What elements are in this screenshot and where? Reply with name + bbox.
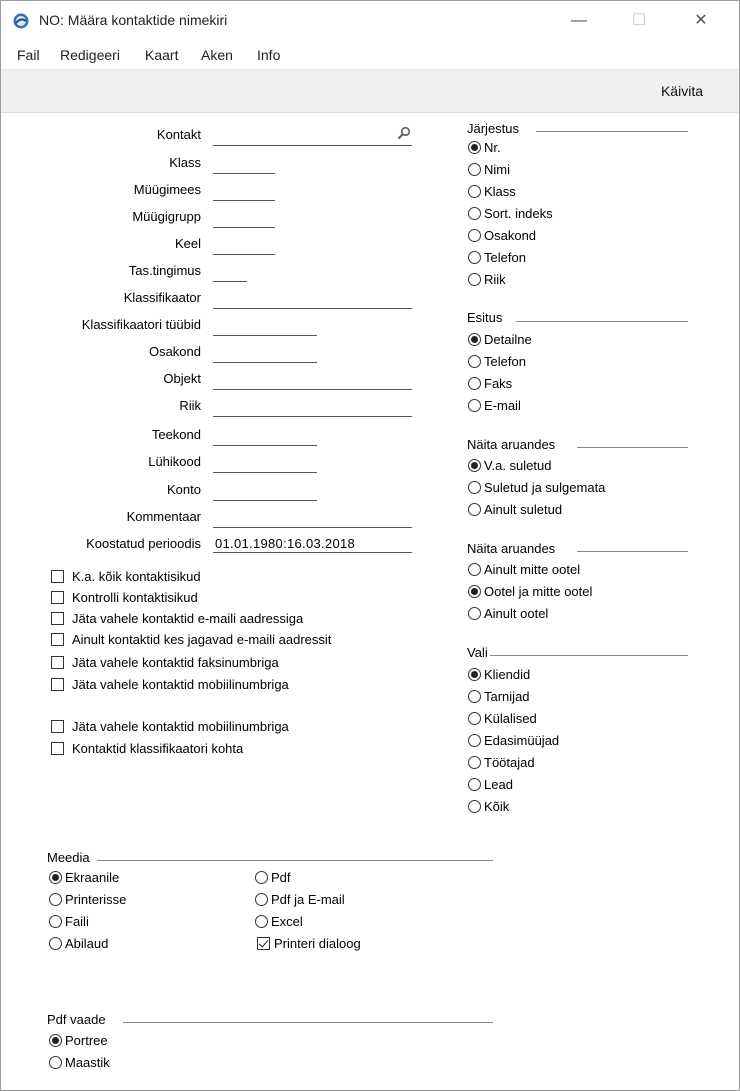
label-riik: Riik xyxy=(179,398,201,413)
radio-label: Riik xyxy=(484,272,506,287)
radio-button[interactable] xyxy=(49,915,62,928)
group-title-esitus: Esitus xyxy=(467,310,503,325)
radio-label: V.a. suletud xyxy=(484,458,552,473)
checkbox-box[interactable] xyxy=(51,656,64,669)
radio-meedia-faili[interactable] xyxy=(49,914,89,929)
checkbox-label: Jäta vahele kontaktid mobiilinumbriga xyxy=(72,677,289,692)
checkbox-ka-koik-kontaktisikud[interactable] xyxy=(51,569,201,584)
checkbox-box[interactable] xyxy=(51,612,64,625)
radio-button[interactable] xyxy=(255,915,268,928)
maximize-button[interactable]: ☐ xyxy=(631,12,647,29)
radio-label: E-mail xyxy=(484,398,521,413)
label-objekt: Objekt xyxy=(163,371,201,386)
radio-label: Kliendid xyxy=(484,667,531,682)
group-divider xyxy=(123,1022,493,1023)
checkbox-kontrolli-kontaktisikud[interactable] xyxy=(51,590,198,605)
search-icon[interactable] xyxy=(397,126,411,140)
radio-label: Ainult mitte ootel xyxy=(484,562,581,577)
radio-label: Ainult suletud xyxy=(484,502,563,517)
radio-button[interactable] xyxy=(468,377,481,390)
radio-button[interactable] xyxy=(468,163,481,176)
label-keel: Keel xyxy=(174,236,201,251)
radio-vali-kylalised[interactable] xyxy=(468,711,537,726)
label-periood: Koostatud perioodis xyxy=(86,536,201,551)
checkbox-label: Jäta vahele kontaktid faksinumbriga xyxy=(72,655,279,670)
radio-esitus-faks[interactable] xyxy=(468,376,512,391)
app-logo-icon xyxy=(13,13,29,29)
radio-label: Portree xyxy=(65,1033,108,1048)
radio-label: Külalised xyxy=(484,711,537,726)
radio-button[interactable] xyxy=(468,251,481,264)
radio-label: Faks xyxy=(484,376,513,391)
radio-meedia-excel[interactable] xyxy=(255,914,303,929)
radio-sort-riik[interactable] xyxy=(468,272,506,287)
checkbox-box[interactable] xyxy=(51,678,64,691)
checkbox-box[interactable] xyxy=(51,633,64,646)
radio-vali-tootajad[interactable] xyxy=(468,755,535,770)
radio-label: Telefon xyxy=(484,250,526,265)
label-lyhikood: Lühikood xyxy=(148,454,201,469)
klass-field[interactable] xyxy=(213,157,275,174)
klass-tyybid-field[interactable] xyxy=(213,319,317,336)
checkbox-box[interactable] xyxy=(257,937,270,950)
radio-naita-ainult-suletud[interactable] xyxy=(468,502,562,517)
osakond-field[interactable] xyxy=(213,346,317,363)
label-klass-tyybid: Klassifikaatori tüübid xyxy=(81,317,201,332)
group-title-jarjestus: Järjestus xyxy=(467,121,520,136)
label-tastingimus: Tas.tingimus xyxy=(128,263,201,278)
checkbox-label: Jäta vahele kontaktid e-maili aadressiga xyxy=(72,611,304,626)
radio-pdf-maastik[interactable] xyxy=(49,1055,110,1070)
radio-label: Ekraanile xyxy=(65,870,120,885)
keel-field[interactable] xyxy=(213,238,275,255)
checkbox-skip-mobile[interactable] xyxy=(51,677,289,692)
radio-button[interactable] xyxy=(468,399,481,412)
radio-naita-suletud-ja-sulgemata[interactable] xyxy=(468,480,605,495)
label-kommentaar: Kommentaar xyxy=(126,509,201,524)
label-myygigrupp: Müügigrupp xyxy=(132,209,201,224)
radio-label: Osakond xyxy=(484,228,537,243)
radio-button[interactable] xyxy=(468,273,481,286)
radio-sort-nimi[interactable] xyxy=(468,162,510,177)
menu-redigeeri[interactable]: Redigeeri xyxy=(60,47,120,63)
radio-button[interactable] xyxy=(49,893,62,906)
klassifikaator-field[interactable] xyxy=(213,292,412,309)
radio-vali-koik[interactable] xyxy=(468,799,509,814)
lyhikood-field[interactable] xyxy=(213,456,317,473)
radio-button[interactable] xyxy=(49,937,62,950)
checkbox-box[interactable] xyxy=(51,570,64,583)
radio-sort-klass[interactable] xyxy=(468,184,516,199)
checkbox-label: Printeri dialoog xyxy=(274,936,361,951)
checkbox-label: Kontaktid klassifikaatori kohta xyxy=(72,741,244,756)
riik-field[interactable] xyxy=(213,400,412,417)
radio-sort-telefon[interactable] xyxy=(468,250,526,265)
checkbox-shared-email[interactable] xyxy=(51,632,331,647)
radio-label: Pdf ja E-mail xyxy=(271,892,345,907)
radio-label: Printerisse xyxy=(65,892,127,907)
label-teekond: Teekond xyxy=(151,427,201,442)
radio-label: Tarnijad xyxy=(484,689,530,704)
kontakt-field[interactable] xyxy=(213,129,412,146)
checkbox-label: Kontrolli kontaktisikud xyxy=(72,590,198,605)
close-button[interactable]: ✕ xyxy=(694,12,708,29)
teekond-field[interactable] xyxy=(213,429,317,446)
radio-button[interactable] xyxy=(468,756,481,769)
radio-label: Maastik xyxy=(65,1055,110,1070)
radio-button[interactable] xyxy=(468,668,481,681)
radio-button[interactable] xyxy=(468,585,481,598)
myygigrupp-field[interactable] xyxy=(213,211,275,228)
group-divider xyxy=(577,447,688,448)
checkbox-per-classification[interactable] xyxy=(51,741,243,756)
label-myygimees: Müügimees xyxy=(133,182,201,197)
kommentaar-field[interactable] xyxy=(213,511,412,528)
group-title-naita-2: Näita aruandes xyxy=(467,541,556,556)
menu-bar xyxy=(1,43,739,67)
radio-ootel-ainult[interactable] xyxy=(468,606,548,621)
radio-button[interactable] xyxy=(468,690,481,703)
menu-info[interactable]: Info xyxy=(257,47,281,63)
radio-button[interactable] xyxy=(468,229,481,242)
radio-label: Ainult ootel xyxy=(484,606,549,621)
radio-button[interactable] xyxy=(468,207,481,220)
checkbox-label: K.a. kõik kontaktisikud xyxy=(72,569,201,584)
group-divider xyxy=(490,655,688,656)
checkbox-label: Ainult kontaktid kes jagavad e-maili aadressit xyxy=(72,632,332,647)
radio-pdf-portree[interactable] xyxy=(49,1033,108,1048)
checkbox-box[interactable] xyxy=(51,742,64,755)
radio-ootel-ainult-mitte[interactable] xyxy=(468,562,580,577)
radio-label: Nimi xyxy=(484,162,510,177)
radio-esitus-telefon[interactable] xyxy=(468,354,526,369)
checkbox-skip-email[interactable] xyxy=(51,611,303,626)
radio-sort-osakond[interactable] xyxy=(468,228,536,243)
radio-button[interactable] xyxy=(468,734,481,747)
radio-button[interactable] xyxy=(49,871,62,884)
checkbox-box[interactable] xyxy=(51,720,64,733)
radio-meedia-abilaud[interactable] xyxy=(49,936,108,951)
radio-sort-indeks[interactable] xyxy=(468,206,553,221)
radio-label: Pdf xyxy=(271,870,291,885)
radio-button[interactable] xyxy=(468,607,481,620)
minimize-button[interactable]: — xyxy=(571,12,587,29)
radio-label: Excel xyxy=(271,914,303,929)
radio-ootel-ja-mitte[interactable] xyxy=(468,584,592,599)
menu-kaart[interactable]: Kaart xyxy=(145,47,179,63)
objekt-field[interactable] xyxy=(213,373,412,390)
group-divider xyxy=(577,551,688,552)
radio-label: Abilaud xyxy=(65,936,109,951)
group-divider xyxy=(97,860,493,861)
radio-label: Telefon xyxy=(484,354,526,369)
menu-aken[interactable]: Aken xyxy=(201,47,233,63)
run-button[interactable]: Käivita xyxy=(660,83,703,99)
radio-label: Kõik xyxy=(484,799,510,814)
radio-label: Töötajad xyxy=(484,755,535,770)
radio-label: Suletud ja sulgemata xyxy=(484,480,606,495)
radio-label: Faili xyxy=(65,914,89,929)
radio-button[interactable] xyxy=(468,503,481,516)
radio-vali-kliendid[interactable] xyxy=(468,667,530,682)
radio-button[interactable] xyxy=(49,1056,62,1069)
radio-button[interactable] xyxy=(468,800,481,813)
label-kontakt: Kontakt xyxy=(156,127,201,142)
checkbox-skip-mobile-2[interactable] xyxy=(51,719,289,734)
radio-meedia-pdf[interactable] xyxy=(255,870,291,885)
myygimees-field[interactable] xyxy=(213,184,275,201)
radio-vali-edasimyyjad[interactable] xyxy=(468,733,559,748)
menu-fail[interactable]: Fail xyxy=(17,47,40,63)
radio-naita-va-suletud[interactable] xyxy=(468,458,551,473)
radio-label: Klass xyxy=(484,184,516,199)
tastingimus-field[interactable] xyxy=(213,265,247,282)
radio-button[interactable] xyxy=(468,459,481,472)
checkbox-skip-fax[interactable] xyxy=(51,655,279,670)
radio-label: Edasimüüjad xyxy=(484,733,560,748)
radio-button[interactable] xyxy=(468,481,481,494)
group-divider xyxy=(536,131,688,132)
group-title-pdf-vaade: Pdf vaade xyxy=(47,1012,106,1027)
button-bar xyxy=(1,69,739,113)
radio-vali-lead[interactable] xyxy=(468,777,513,792)
label-klass: Klass xyxy=(169,155,201,170)
title-bar xyxy=(1,1,739,41)
group-divider xyxy=(516,321,688,322)
radio-label: Ootel ja mitte ootel xyxy=(484,584,593,599)
radio-button[interactable] xyxy=(468,333,481,346)
radio-label: Sort. indeks xyxy=(484,206,553,221)
window-title: NO: Määra kontaktide nimekiri xyxy=(39,12,228,28)
konto-field[interactable] xyxy=(213,484,317,501)
checkbox-label: Jäta vahele kontaktid mobiilinumbriga xyxy=(72,719,289,734)
period-field[interactable]: 01.01.1980:16.03.2018 xyxy=(213,536,412,553)
radio-button[interactable] xyxy=(255,871,268,884)
radio-vali-tarnijad[interactable] xyxy=(468,689,530,704)
label-klassifikaator: Klassifikaator xyxy=(123,290,201,305)
radio-esitus-email[interactable] xyxy=(468,398,521,413)
radio-button[interactable] xyxy=(468,185,481,198)
radio-label: Lead xyxy=(484,777,513,792)
radio-meedia-printerisse[interactable] xyxy=(49,892,126,907)
checkbox-box[interactable] xyxy=(51,591,64,604)
group-title-naita-1: Näita aruandes xyxy=(467,437,556,452)
group-title-vali: Vali xyxy=(467,645,488,660)
label-konto: Konto xyxy=(167,482,201,497)
radio-button[interactable] xyxy=(468,778,481,791)
radio-button[interactable] xyxy=(468,355,481,368)
radio-label: Detailne xyxy=(484,332,532,347)
radio-meedia-ekraanile[interactable] xyxy=(49,870,119,885)
radio-button[interactable] xyxy=(468,141,481,154)
radio-label: Nr. xyxy=(484,140,501,155)
checkbox-printer-dialog[interactable] xyxy=(257,936,361,951)
label-osakond: Osakond xyxy=(148,344,201,359)
radio-button[interactable] xyxy=(468,563,481,576)
radio-sort-nr[interactable] xyxy=(468,140,501,155)
group-title-meedia: Meedia xyxy=(47,850,90,865)
radio-button[interactable] xyxy=(49,1034,62,1047)
radio-button[interactable] xyxy=(468,712,481,725)
radio-esitus-detailne[interactable] xyxy=(468,332,532,347)
radio-meedia-pdf-email[interactable] xyxy=(255,892,345,907)
radio-button[interactable] xyxy=(255,893,268,906)
